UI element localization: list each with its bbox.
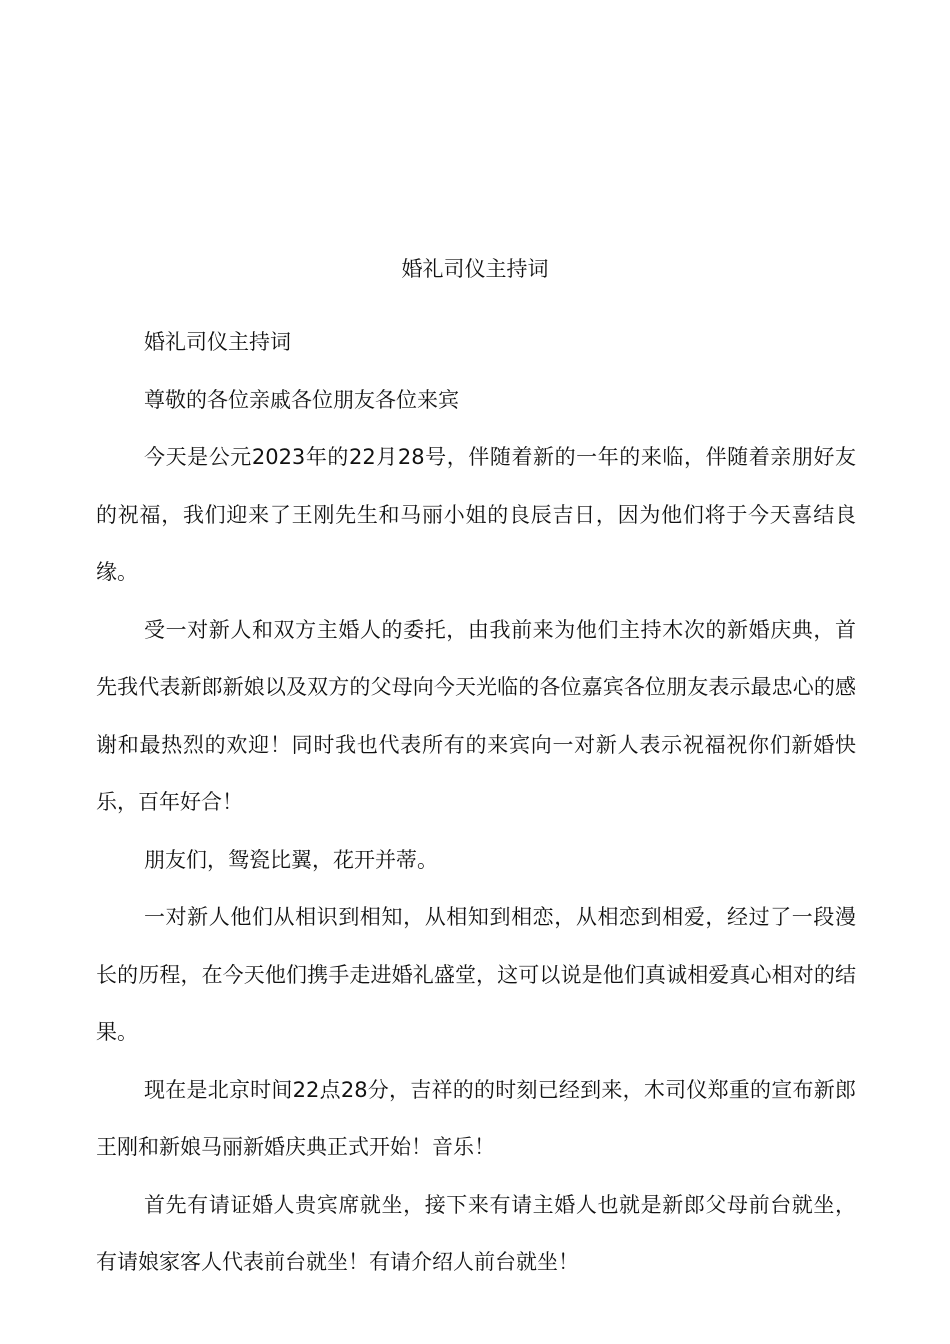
paragraph-seating: 首先有请证婚人贵宾席就坐，接下来有请主婚人也就是新郎父母前台就坐，有请娘家客人代表前台就坐！有请介绍人前台就坐！ <box>96 1192 856 1274</box>
paragraph-friends: 朋友们，鸳瓷比翼，花开并蒂。 <box>144 847 438 872</box>
paragraph-opening: 今天是公元2023年的22月28号，伴随着新的一年的来临，伴随着亲朋好友的祝福，我们迎来了王刚先生和马丽小姐的良辰吉日，因为他们将于今天喜结良缘。 <box>96 445 856 584</box>
paragraph-start: 现在是北京时间22点28分，吉祥的的时刻已经到来，木司仪郑重的宣布新郎王刚和新娘马丽新婚庆典正式开始！音乐！ <box>96 1077 856 1159</box>
document-title: 婚礼司仪主持词 <box>401 257 549 281</box>
paragraph-greeting: 尊敬的各位亲戚各位朋友各位来宾 <box>144 387 459 412</box>
paragraph-subtitle: 婚礼司仪主持词 <box>144 330 291 354</box>
document-body <box>96 314 856 1292</box>
paragraph-thanks: 受一对新人和双方主婚人的委托，由我前来为他们主持木次的新婚庆典，首先我代表新郎新娘以及双方的父母向今天光临的各位嘉宾各位朋友表示最忠心的感谢和最热烈的欢迎！同时我也代表所有的来宾向一对新人表示祝福祝你们新婚快乐，百年好合！ <box>96 617 856 814</box>
paragraph-journey: 一对新人他们从相识到相知，从相知到相恋，从相恋到相爱，经过了一段漫长的历程，在今天他们携手走进婚礼盛堂，这可以说是他们真诚相爱真心相对的结果。 <box>96 905 856 1044</box>
